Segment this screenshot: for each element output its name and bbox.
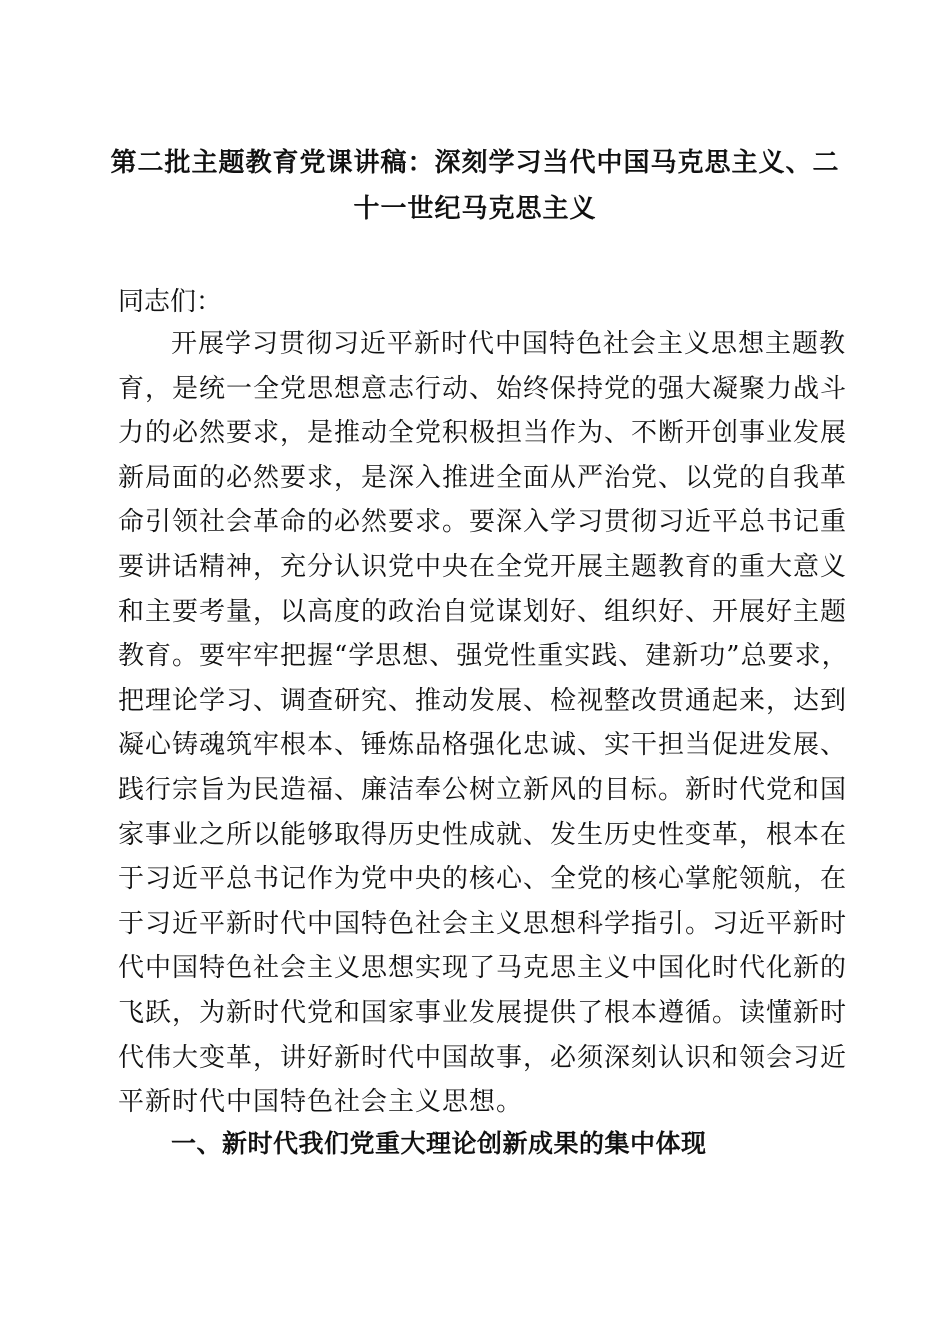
paragraph-line: 代伟大变革，讲好新时代中国故事，必须深刻认识和领会习近 — [118, 1042, 848, 1073]
title-line: 第二批主题教育党课讲稿：深刻学习当代中国马克思主义、二 — [110, 148, 840, 178]
section-heading: 一、新时代我们党重大理论创新成果的集中体现 — [171, 1129, 707, 1158]
paragraph-line: 践行宗旨为民造福、廉洁奉公树立新风的目标。新时代党和国 — [118, 774, 848, 805]
document-title — [110, 140, 840, 232]
paragraph-line: 要讲话精神，充分认识党中央在全党开展主题教育的重大意义 — [118, 551, 848, 582]
paragraph-line: 于习近平新时代中国特色社会主义思想科学指引。习近平新时 — [118, 908, 848, 939]
paragraph-line: 教育。要牢牢把握“学思想、强党性重实践、建新功”总要求， — [118, 641, 849, 672]
paragraph-line: 育，是统一全党思想意志行动、始终保持党的强大凝聚力战斗 — [118, 373, 848, 404]
body-paragraph — [118, 322, 849, 1125]
paragraph-line: 凝心铸魂筑牢根本、锤炼品格强化忠诚、实干担当促进发展、 — [118, 730, 848, 761]
paragraph-line: 和主要考量，以高度的政治自觉谋划好、组织好、开展好主题 — [118, 596, 848, 627]
paragraph-line: 代中国特色社会主义思想实现了马克思主义中国化时代化新的 — [118, 953, 848, 984]
paragraph-line: 平新时代中国特色社会主义思想。 — [118, 1087, 524, 1118]
paragraph-line: 命引领社会革命的必然要求。要深入学习贯彻习近平总书记重 — [118, 507, 848, 538]
paragraph-line: 于习近平总书记作为党中央的核心、全党的核心掌舵领航，在 — [118, 864, 848, 895]
paragraph-line: 力的必然要求，是推动全党积极担当作为、不断开创事业发展 — [118, 418, 848, 449]
salutation: 同志们： — [118, 287, 223, 317]
paragraph-line: 家事业之所以能够取得历史性成就、发生历史性变革，根本在 — [118, 819, 848, 850]
paragraph-line: 把理论学习、调查研究、推动发展、检视整改贯通起来，达到 — [118, 685, 848, 716]
title-line: 十一世纪马克思主义 — [353, 194, 597, 224]
paragraph-line: 开展学习贯彻习近平新时代中国特色社会主义思想主题教 — [171, 329, 847, 359]
paragraph-line: 新局面的必然要求，是深入推进全面从严治党、以党的自我革 — [118, 462, 848, 493]
paragraph-line: 飞跃，为新时代党和国家事业发展提供了根本遵循。读懂新时 — [118, 997, 848, 1028]
